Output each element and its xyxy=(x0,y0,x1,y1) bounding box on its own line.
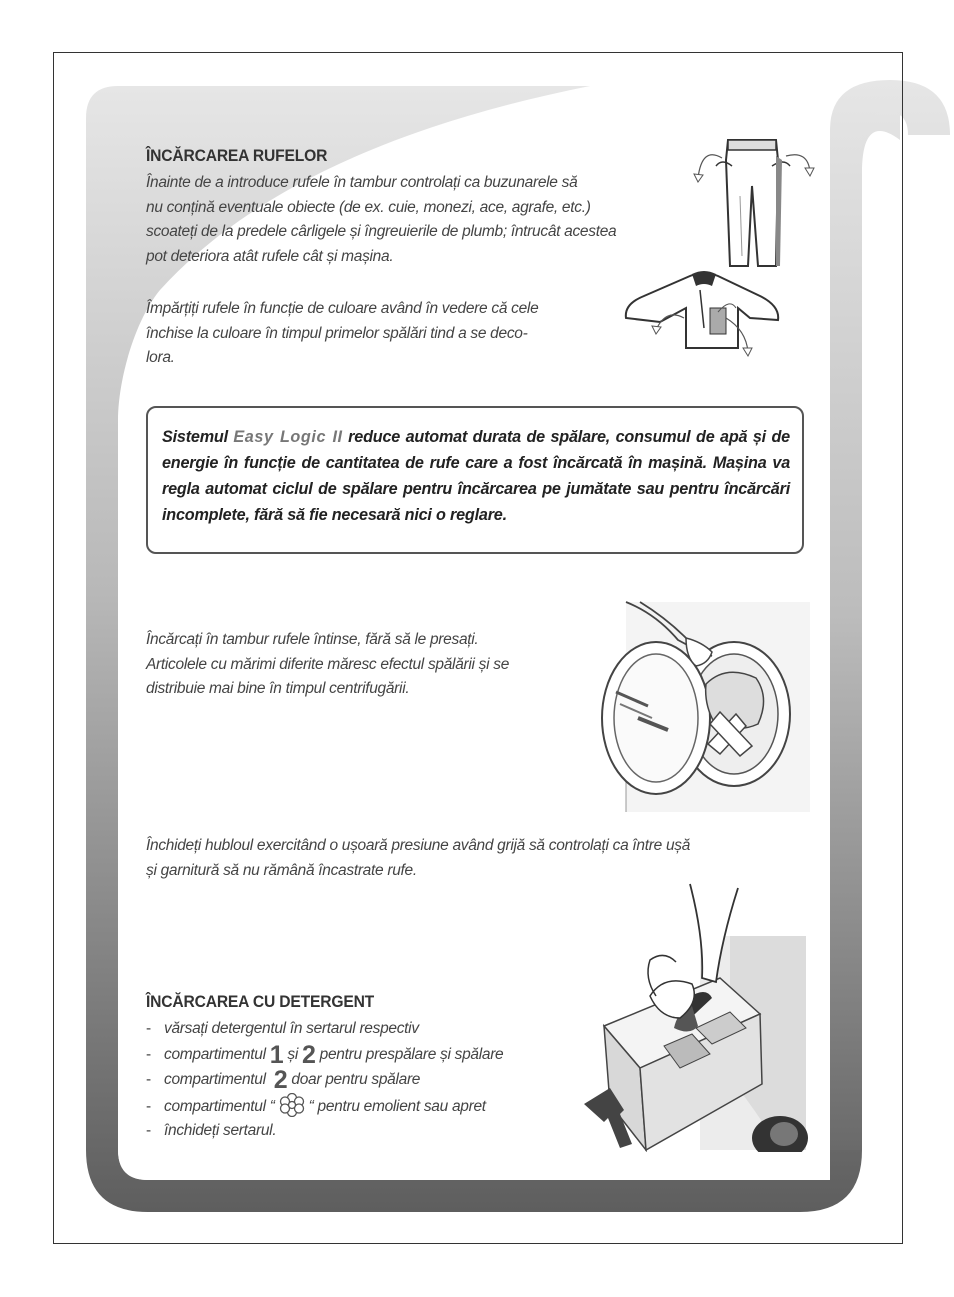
trousers-pocket-illustration xyxy=(692,136,818,272)
list-dash: - xyxy=(146,1020,151,1037)
list-dash: - xyxy=(146,1045,151,1063)
easy-logic-callout xyxy=(146,406,804,554)
list-item-text: pentru prespălare și spălare xyxy=(319,1045,504,1063)
text-line: și garnitură să nu rămână încastrate rufe. xyxy=(146,861,417,879)
list-dash: - xyxy=(146,1097,151,1115)
drum-loading-illustration xyxy=(586,594,810,818)
loading-title: ÎNCĂRCAREA RUFELOR xyxy=(146,146,328,165)
door-closing-paragraph xyxy=(146,834,690,883)
callout-body: reduce automat durata de spălare, consumul de apă și de energie în funcție de cantitatea de rufe care a fost încărcată în mașină. Mașina va regla automat ciclul de spălare pentru încărcarea pe jumătate sau pentru încărcări incomplete, fără să fie necesară nici o reglare. xyxy=(162,428,790,524)
jacket-pocket-illustration xyxy=(620,268,786,360)
list-item-text: compartimentul xyxy=(164,1045,266,1063)
text-line: închise la culoare în timpul primelor spălări tind a se deco- xyxy=(146,324,528,342)
text-line: Împărțiți rufele în funcție de culoare având în vedere că cele xyxy=(146,300,539,317)
list-dash: - xyxy=(146,1122,151,1139)
callout-prefix: Sistemul xyxy=(162,428,234,446)
text-line: lora. xyxy=(146,349,175,366)
detergent-title: ÎNCĂRCAREA CU DETERGENT xyxy=(146,992,375,1011)
list-item-text: “ pentru emolient sau apret xyxy=(308,1097,486,1115)
list-item-text: vărsați detergentul în sertarul respectiv xyxy=(164,1020,419,1037)
compartment-number-2: 2 xyxy=(273,1066,288,1094)
flower-softener-icon xyxy=(277,1093,307,1117)
loading-paragraph-2 xyxy=(146,297,538,371)
brand-name: Easy Logic II xyxy=(233,428,343,446)
list-item xyxy=(146,1093,503,1119)
callout-text xyxy=(162,424,790,528)
list-item-text: închideți sertarul. xyxy=(164,1122,277,1139)
list-item xyxy=(146,1042,503,1068)
compartment-number-1: 1 xyxy=(269,1040,284,1069)
detergent-drawer-illustration xyxy=(580,878,808,1152)
text-line: distribuie mai bine în timpul centrifugării. xyxy=(146,680,410,697)
list-item-text: doar pentru spălare xyxy=(291,1071,421,1088)
list-item xyxy=(146,1067,503,1093)
text-line: scoateți de la predele cârligele și îngreuierile de plumb; întrucât acestea xyxy=(146,223,617,240)
list-item xyxy=(146,1016,503,1042)
list-dash: - xyxy=(146,1071,151,1088)
list-item-text: și xyxy=(287,1045,298,1063)
text-line: Încărcați în tambur rufele întinse, fără să le presați. xyxy=(146,631,479,648)
text-line: Înainte de a introduce rufele în tambur controlați ca buzunarele să xyxy=(146,174,578,191)
compartment-number-2: 2 xyxy=(302,1040,316,1069)
drum-loading-paragraph xyxy=(146,628,509,702)
list-item-text: compartimentul “ xyxy=(164,1097,275,1115)
text-line: Articolele cu mărimi diferite măresc efectul spălării și se xyxy=(146,655,510,673)
list-item-text: compartimentul xyxy=(164,1071,266,1088)
text-line: pot deteriora atât rufele cât și mașina. xyxy=(146,247,394,265)
list-item xyxy=(146,1118,503,1144)
text-line: nu conțină eventuale obiecte (de ex. cuie, monezi, ace, agrafe, etc.) xyxy=(146,198,591,216)
loading-paragraph-1 xyxy=(146,171,616,269)
text-line: Închideți hubloul exercitând o ușoară presiune având grijă să controlați ca între ușă xyxy=(146,837,691,854)
detergent-steps-list xyxy=(146,1016,503,1144)
